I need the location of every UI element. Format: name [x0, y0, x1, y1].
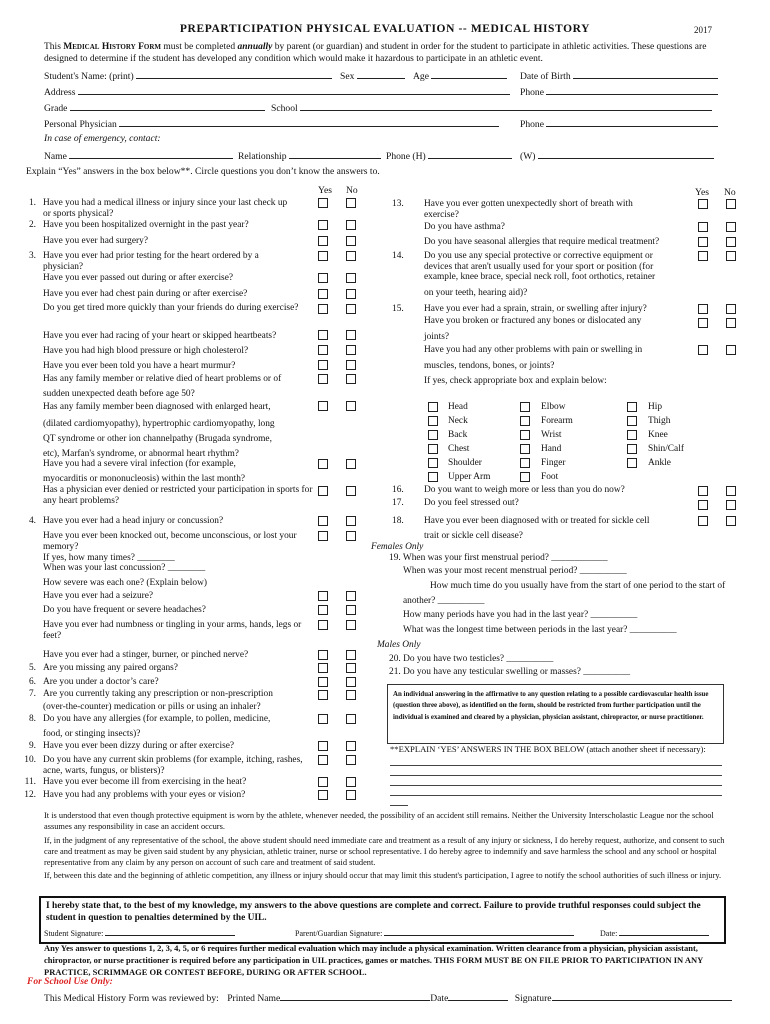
question-text: Have you been hospitalized overnight in the past year? — [43, 220, 249, 230]
yes-checkbox[interactable] — [318, 289, 328, 299]
female-question: 19. When was your first menstrual period? ____________ — [389, 553, 608, 563]
yes-checkbox[interactable] — [318, 236, 328, 246]
female-question: How much time do you usually have from the start of one period to the start of — [430, 581, 726, 591]
form-year: 2017 — [694, 25, 712, 35]
body-part-label: Chest — [448, 444, 470, 454]
question-text: Are you under a doctor’s care? — [43, 677, 159, 687]
female-question: When was your most recent menstrual period? __________ — [403, 566, 627, 576]
no-checkbox[interactable] — [346, 591, 356, 601]
question-text: Have you had a medical illness or injury since your last check up or sports physical? — [43, 198, 288, 219]
no-checkbox[interactable] — [346, 459, 356, 469]
no-checkbox[interactable] — [346, 677, 356, 687]
review-row — [44, 991, 732, 1005]
question-text: Have you ever had prior testing for the heart ordered by a physician? — [43, 251, 259, 272]
females-only-label: Females Only — [371, 542, 424, 552]
yes-header-right: Yes — [695, 187, 709, 198]
body-part-label: Foot — [541, 472, 559, 482]
question-number: 3. — [28, 251, 36, 261]
no-checkbox[interactable] — [346, 741, 356, 751]
explain-yes-area[interactable] — [390, 756, 722, 806]
question-number: 16. — [392, 485, 404, 495]
school-field[interactable]: School — [271, 101, 712, 115]
yes-checkbox[interactable] — [318, 777, 328, 787]
no-checkbox[interactable] — [726, 486, 736, 496]
question-text: Has any family member or relative died of heart problems or of — [43, 374, 282, 384]
question-number: 6. — [28, 677, 36, 687]
female-question: How many periods have you had in the last year? __________ — [403, 610, 638, 620]
school-use-label: For School Use Only: — [27, 977, 113, 987]
form-title: PREPARTICIPATION PHYSICAL EVALUATION -- MEDICAL HISTORY — [179, 23, 591, 35]
yes-checkbox[interactable] — [318, 459, 328, 469]
yes-checkbox[interactable] — [698, 345, 708, 355]
no-checkbox[interactable] — [726, 345, 736, 355]
no-header-left: No — [346, 185, 358, 196]
body-part-label: Shin/Calf — [648, 444, 684, 454]
no-checkbox[interactable] — [346, 663, 356, 673]
question-text: Have you ever been knocked out, become unconscious, or lost your memory? — [43, 531, 297, 552]
yes-checkbox[interactable] — [318, 790, 328, 800]
parent-signature-field[interactable]: Parent/Guardian Signature: — [295, 928, 574, 939]
body-part-checkbox[interactable] — [520, 444, 530, 454]
yes-checkbox[interactable] — [318, 330, 328, 340]
body-part-checkbox[interactable] — [428, 472, 438, 482]
question-text: etc), Marfan's syndrome, or abnormal heart rhythm? — [43, 449, 239, 459]
no-checkbox[interactable] — [726, 222, 736, 232]
yes-checkbox[interactable] — [698, 516, 708, 526]
body-part-checkbox[interactable] — [428, 416, 438, 426]
body-part-checkbox[interactable] — [627, 402, 637, 412]
question-text: Have you ever had chest pain during or after exercise? — [43, 289, 248, 299]
question-text: How severe was each one? (Explain below) — [43, 578, 207, 588]
question-text: Have you ever had numbness or tingling in your arms, hands, legs or feet? — [43, 620, 302, 641]
no-checkbox[interactable] — [726, 516, 736, 526]
question-text: Do you get tired more quickly than your friends do during exercise? — [43, 303, 299, 313]
yes-checkbox[interactable] — [698, 318, 708, 328]
males-only-label: Males Only — [377, 640, 421, 650]
no-checkbox[interactable] — [346, 714, 356, 724]
question-text: Have you ever had a head injury or concussion? — [43, 516, 224, 526]
no-checkbox[interactable] — [726, 318, 736, 328]
no-checkbox[interactable] — [346, 790, 356, 800]
review-date-input[interactable] — [448, 991, 508, 1001]
yes-checkbox[interactable] — [318, 360, 328, 370]
question-text: Are you currently taking any prescription or non-prescription — [43, 689, 273, 699]
question-text: Have you ever passed out during or after exercise? — [43, 273, 234, 283]
no-checkbox[interactable] — [346, 516, 356, 526]
body-part-label: Hip — [648, 402, 663, 412]
yes-checkbox[interactable] — [318, 486, 328, 496]
question-text: Do you have asthma? — [424, 222, 505, 232]
no-checkbox[interactable] — [726, 500, 736, 510]
question-number: 12. — [24, 790, 36, 800]
relationship-field[interactable]: Relationship — [238, 149, 381, 163]
body-part-checkbox[interactable] — [627, 444, 637, 454]
phone-home-field[interactable]: Phone (H) — [386, 149, 512, 163]
phone-field[interactable]: Phone — [520, 85, 718, 99]
physician-field[interactable]: Personal Physician — [44, 117, 499, 131]
paragraph-liability: It is understood that even though protective equipment is worn by the athlete, whenever needed, the possibility of an accident still remains. Neither the University Interscholastic League nor the school assumes any responsibility in case an accident occurs. — [44, 811, 714, 831]
question-text: food, or stinging insects)? — [43, 729, 141, 739]
question-number: 7. — [28, 689, 36, 699]
question-text: myocarditis or mononucleosis) within the last month? — [43, 474, 246, 484]
question-text: If yes, check appropriate box and explain below: — [424, 376, 607, 386]
address-field[interactable]: Address — [44, 85, 510, 99]
yes-checkbox[interactable] — [318, 650, 328, 660]
yes-checkbox[interactable] — [318, 273, 328, 283]
no-checkbox[interactable] — [346, 345, 356, 355]
yes-checkbox[interactable] — [698, 237, 708, 247]
no-checkbox[interactable] — [346, 289, 356, 299]
question-text: Do you have any allergies (for example, to pollen, medicine, — [43, 714, 271, 724]
body-part-label: Hand — [541, 444, 562, 454]
no-checkbox[interactable] — [346, 531, 356, 541]
yes-checkbox[interactable] — [698, 500, 708, 510]
question-text: Do you have frequent or severe headaches? — [43, 605, 206, 615]
reviewed-label: This Medical History Form was reviewed by: — [44, 993, 219, 1004]
no-checkbox[interactable] — [346, 777, 356, 787]
question-text: trait or sickle cell disease? — [424, 531, 523, 541]
yes-checkbox[interactable] — [318, 401, 328, 411]
emergency-name-field[interactable]: Name — [44, 149, 233, 163]
question-number: 15. — [392, 304, 404, 314]
cardio-warning-box — [387, 684, 724, 744]
question-number: 4. — [28, 516, 36, 526]
yes-checkbox[interactable] — [318, 690, 328, 700]
dob-field[interactable]: Date of Birth — [520, 69, 718, 83]
body-part-checkbox[interactable] — [520, 402, 530, 412]
question-number: 10. — [24, 755, 36, 765]
question-text: Have you ever been diagnosed with or treated for sickle cell — [424, 516, 650, 526]
yes-checkbox[interactable] — [318, 714, 328, 724]
question-text: QT syndrome or other ion channelpathy (Brugada syndrome, — [43, 434, 272, 444]
no-checkbox[interactable] — [346, 401, 356, 411]
no-checkbox[interactable] — [346, 251, 356, 261]
no-checkbox[interactable] — [346, 304, 356, 314]
yes-header-left: Yes — [318, 185, 332, 196]
emergency-label: In case of emergency, contact: — [44, 133, 161, 144]
yes-checkbox[interactable] — [318, 663, 328, 673]
question-text: Have you had any problems with your eyes or vision? — [43, 790, 246, 800]
question-number: 5. — [28, 663, 36, 673]
question-text: Have you had a severe viral infection (for example, — [43, 459, 236, 469]
no-checkbox[interactable] — [726, 304, 736, 314]
question-text: Have you ever gotten unexpectedly short of breath with exercise? — [424, 199, 633, 220]
yes-checkbox[interactable] — [698, 222, 708, 232]
physician-phone-field[interactable]: Phone — [520, 117, 718, 131]
yes-checkbox[interactable] — [318, 220, 328, 230]
student-signature-field[interactable]: Student Signature: — [44, 928, 235, 939]
paragraph-consent: If, in the judgment of any representative of the school, the above student should need immediate care and treatment as a result of any injury or sickness, I do hereby request, authorize, and consent to such care and treatment as may be given said student by any physician, athletic trainer, nurse or school representative. I do hereby agree to indemnify and save harmless the school and any school or hospital representative from any claim by any person on account of such care and treatment of said student. — [44, 836, 725, 867]
no-checkbox[interactable] — [346, 330, 356, 340]
explain-yes-label: **EXPLAIN ‘YES’ ANSWERS IN THE BOX BELOW (attach another sheet if necessary): — [390, 744, 706, 754]
yes-checkbox[interactable] — [318, 741, 328, 751]
question-text: Do you feel stressed out? — [424, 498, 519, 508]
yes-checkbox[interactable] — [698, 199, 708, 209]
question-number: 18. — [392, 516, 404, 526]
grade-field[interactable]: Grade — [44, 101, 265, 115]
question-number: 1. — [28, 198, 36, 208]
yes-checkbox[interactable] — [318, 620, 328, 630]
yes-checkbox[interactable] — [318, 304, 328, 314]
no-checkbox[interactable] — [726, 251, 736, 261]
no-checkbox[interactable] — [346, 236, 356, 246]
body-part-checkbox[interactable] — [428, 402, 438, 412]
no-checkbox[interactable] — [346, 650, 356, 660]
question-number: 8. — [28, 714, 36, 724]
intro-text: This Medical History Form must be completed annually by parent (or guardian) and student in order for the student to participate in athletic activities. These questions are designed to determine if the student has developed any condition which would make it hazardous to participate in an athletic event. — [44, 42, 707, 64]
female-question: What was the longest time between periods in the last year? __________ — [403, 625, 677, 635]
question-text: Have you ever had a seizure? — [43, 591, 154, 601]
yes-checkbox[interactable] — [318, 531, 328, 541]
body-part-label: Back — [448, 430, 468, 440]
review-signature-label: Signature — [514, 993, 552, 1004]
printed-name-input[interactable] — [280, 991, 430, 1001]
yes-checkbox[interactable] — [698, 304, 708, 314]
statement-text: I hereby state that, to the best of my knowledge, my answers to the above questions are complete and correct. Failure to provide truthful responses could subject the student in question to penalties determined by the UIL. — [46, 901, 701, 923]
yes-checkbox[interactable] — [318, 345, 328, 355]
question-text: Have you had any other problems with pain or swelling in — [424, 345, 643, 355]
statement-date-field[interactable]: Date: — [600, 928, 709, 939]
body-part-label: Forearm — [541, 416, 573, 426]
no-checkbox[interactable] — [346, 273, 356, 283]
question-text: Are you missing any paired organs? — [43, 663, 178, 673]
body-part-checkbox[interactable] — [520, 430, 530, 440]
body-part-label: Knee — [648, 430, 668, 440]
printed-name-label: Printed Name — [227, 993, 281, 1004]
question-text: on your teeth, hearing aid)? — [424, 288, 528, 298]
age-field[interactable]: Age — [413, 69, 507, 83]
male-question: 21. Do you have any testicular swelling or masses? __________ — [389, 667, 631, 677]
no-checkbox[interactable] — [346, 360, 356, 370]
question-text: Do you want to weigh more or less than you do now? — [424, 485, 625, 495]
phone-work-field[interactable]: (W) — [520, 149, 714, 163]
student-name-field[interactable]: Student's Name: (print) — [44, 69, 332, 83]
yes-checkbox[interactable] — [318, 605, 328, 615]
body-part-checkbox[interactable] — [428, 458, 438, 468]
body-part-checkbox[interactable] — [627, 430, 637, 440]
body-part-label: Neck — [448, 416, 468, 426]
yes-checkbox[interactable] — [318, 516, 328, 526]
body-part-checkbox[interactable] — [520, 416, 530, 426]
no-checkbox[interactable] — [726, 199, 736, 209]
question-text: sudden unexpected death before age 50? — [43, 389, 195, 399]
question-number: 14. — [392, 251, 404, 261]
question-text: When was your last concussion? ________ — [43, 563, 206, 573]
no-checkbox[interactable] — [346, 374, 356, 384]
female-question: another? __________ — [403, 596, 485, 606]
body-part-checkbox[interactable] — [428, 444, 438, 454]
review-signature-input[interactable] — [552, 991, 732, 1001]
body-part-label: Finger — [541, 458, 566, 468]
yes-checkbox[interactable] — [318, 755, 328, 765]
question-text: Has a physician ever denied or restricted your participation in sports for any heart problems? — [43, 485, 313, 506]
no-checkbox[interactable] — [346, 620, 356, 630]
question-number: 13. — [392, 199, 404, 209]
question-text: (over-the-counter) medication or pills or using an inhaler? — [43, 702, 261, 712]
question-text: Do you have seasonal allergies that require medical treatment? — [424, 237, 660, 247]
yes-checkbox[interactable] — [318, 198, 328, 208]
question-text: Has any family member been diagnosed with enlarged heart, — [43, 402, 271, 412]
question-text: Have you ever had a stinger, burner, or pinched nerve? — [43, 650, 249, 660]
question-number: 11. — [24, 777, 36, 787]
question-text: Have you ever had surgery? — [43, 236, 148, 246]
question-text: Do you have any current skin problems (for example, itching, rashes, acne, warts, fungus, or blisters)? — [43, 755, 303, 776]
sex-field[interactable]: Sex — [340, 69, 405, 83]
review-date-label: Date — [430, 993, 449, 1004]
question-text: Have you ever become ill from exercising in the heat? — [43, 777, 247, 787]
yes-checkbox[interactable] — [698, 486, 708, 496]
no-checkbox[interactable] — [726, 237, 736, 247]
body-part-checkbox[interactable] — [520, 472, 530, 482]
body-part-label: Thigh — [648, 416, 671, 426]
body-part-checkbox[interactable] — [627, 458, 637, 468]
yes-checkbox[interactable] — [318, 591, 328, 601]
no-checkbox[interactable] — [346, 690, 356, 700]
body-part-label: Shoulder — [448, 458, 482, 468]
yes-checkbox[interactable] — [318, 251, 328, 261]
male-question: 20. Do you have two testicles? __________ — [389, 654, 554, 664]
body-part-checkbox[interactable] — [520, 458, 530, 468]
yes-checkbox[interactable] — [318, 374, 328, 384]
no-checkbox[interactable] — [346, 755, 356, 765]
body-part-label: Upper Arm — [448, 472, 491, 482]
question-text: If yes, how many times? ________ — [43, 553, 175, 563]
question-text: Have you broken or fractured any bones or dislocated any — [424, 316, 642, 326]
question-text: Have you ever had a sprain, strain, or swelling after injury? — [424, 304, 647, 314]
yes-checkbox[interactable] — [318, 677, 328, 687]
no-checkbox[interactable] — [346, 220, 356, 230]
no-checkbox[interactable] — [346, 198, 356, 208]
closing-text: Any Yes answer to questions 1, 2, 3, 4, 5, or 6 requires further medical evaluation which may include a physical examination. Written clearance from a physician, physician assistant, chiropractor, or nurse practitioner is required before any participation in UIL practices, games or matches. THIS FORM MUST BE ON FILE PRIOR TO PARTICIPATION IN ANY PRACTICE, SCRIMMAGE OR CONTEST BEFORE, DURING OR AFTER SCHOOL. — [44, 943, 703, 977]
yes-checkbox[interactable] — [698, 251, 708, 261]
question-number: 17. — [392, 498, 404, 508]
no-header-right: No — [724, 187, 736, 198]
question-text: muscles, tendons, bones, or joints? — [424, 361, 555, 371]
no-checkbox[interactable] — [346, 605, 356, 615]
question-number: 2. — [28, 220, 36, 230]
question-text: Do you use any special protective or corrective equipment or devices that aren't usually used for your sport or position (for example, knee brace, special neck roll, foot orthotics, retainer — [424, 251, 656, 283]
body-part-checkbox[interactable] — [627, 416, 637, 426]
question-text: Have you ever been told you have a heart murmur? — [43, 361, 236, 371]
question-text: (dilated cardiomyopathy), hypertrophic cardiomyopathy, long — [43, 419, 275, 429]
body-part-label: Elbow — [541, 402, 566, 412]
body-part-label: Ankle — [648, 458, 671, 468]
paragraph-notify: If, between this date and the beginning of athletic competition, any illness or injury should occur that may limit this student's participation, I agree to notify the school authorities of such illness or injury. — [44, 871, 722, 880]
question-text: Have you ever been dizzy during or after exercise? — [43, 741, 235, 751]
body-part-label: Wrist — [541, 430, 562, 440]
body-part-label: Head — [448, 402, 468, 412]
cardio-warning-text: An individual answering in the affirmative to any question relating to a possible cardiovascular health issue (question three above), as identified on the form, should be restricted from further participation until the individual is examined and cleared by a physician, physician assistant, chiropractor, or nurse practitioner. — [393, 691, 709, 721]
no-checkbox[interactable] — [346, 486, 356, 496]
question-text: Have you ever had racing of your heart or skipped heartbeats? — [43, 331, 277, 341]
question-text: joints? — [424, 332, 449, 342]
question-text: Have you had high blood pressure or high cholesterol? — [43, 346, 249, 356]
question-number: 9. — [28, 741, 36, 751]
explain-instructions: Explain “Yes” answers in the box below**. Circle questions you don’t know the answers to. — [26, 166, 380, 177]
body-part-checkbox[interactable] — [428, 430, 438, 440]
